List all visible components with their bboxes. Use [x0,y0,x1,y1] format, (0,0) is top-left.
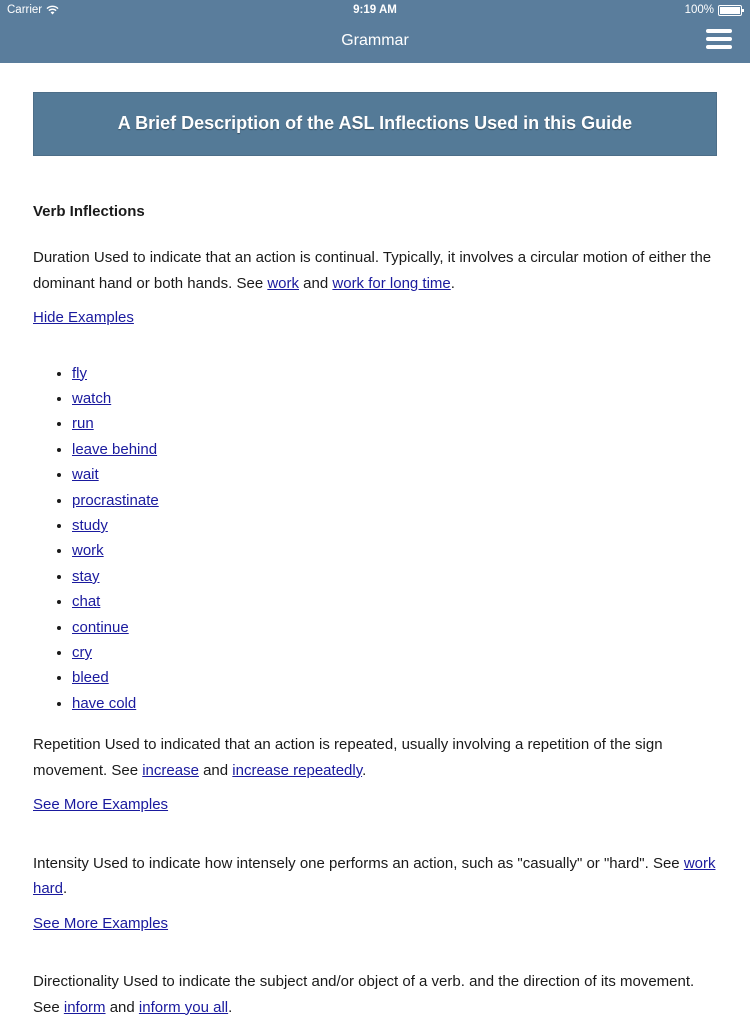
example-link[interactable]: run [72,415,94,433]
repetition-end: . [362,761,367,779]
duration-end: . [450,274,455,292]
example-link[interactable]: wait [72,466,99,484]
hamburger-menu-icon[interactable] [706,29,732,51]
list-item [72,640,717,665]
list-item [72,615,717,640]
example-link[interactable]: work [72,542,104,560]
repetition-join: and [198,761,233,779]
example-link[interactable]: bleed [72,669,109,687]
example-link[interactable]: chat [72,593,101,611]
link-increase[interactable]: increase [142,761,199,779]
repetition-text: Repetition Used to indicated that an action is repeated, usually involving a repetition of the sign movement. See [33,736,663,779]
page-title: Grammar [341,32,409,49]
list-item [72,665,717,690]
battery-icon [718,5,742,16]
list-item [72,691,717,716]
navigation-bar [0,0,750,63]
link-work[interactable]: work [267,274,300,292]
directionality-join: and [105,998,139,1016]
link-inform[interactable]: inform [63,998,106,1016]
intensity-text: Intensity Used to indicate how intensely one performs an action, such as "casually" or "hard". See [33,854,684,872]
list-item [72,513,717,538]
main-content [33,63,717,1020]
repetition-see-more-link[interactable]: See More Examples [33,796,169,814]
link-work-hard[interactable]: work hard [33,854,716,898]
directionality-text: Directionality Used to indicate the subject and/or object of a verb. and the direction of its movement. See [33,973,695,1016]
duration-join: and [299,274,333,292]
duration-examples-list [33,361,717,717]
list-item [72,538,717,563]
status-bar [0,0,750,22]
link-inform-you-all[interactable]: inform you all [138,998,229,1016]
intensity-paragraph [33,851,717,902]
duration-text: Duration Used to indicate that an action is continual. Typically, it involves a circular motion of either the dominant hand or both hands. See [33,249,712,292]
example-link[interactable]: procrastinate [72,491,159,509]
list-item [72,564,717,589]
list-item [72,361,717,386]
verb-inflections-heading: Verb Inflections [33,203,145,220]
intensity-see-more-link[interactable]: See More Examples [33,914,169,932]
example-link[interactable]: stay [72,567,100,585]
list-item [72,411,717,436]
duration-paragraph [33,245,717,296]
repetition-paragraph [33,732,717,783]
status-time: 9:19 AM [353,4,397,16]
intensity-end: . [63,880,68,898]
link-increase-repeatedly[interactable]: increase repeatedly [232,761,363,779]
example-link[interactable]: leave behind [72,440,158,458]
directionality-paragraph [33,969,717,1020]
banner-title: A Brief Description of the ASL Inflections Used in this Guide [117,113,633,134]
battery-percent: 100% [684,4,714,16]
carrier-label: Carrier [7,4,43,16]
example-link[interactable]: continue [72,618,129,636]
battery-indicator [685,4,742,16]
link-work-for-long-time[interactable]: work for long time [332,274,451,292]
hide-examples-link[interactable]: Hide Examples [33,309,134,326]
list-item [72,437,717,462]
example-link[interactable]: have cold [72,694,137,712]
example-link[interactable]: watch [72,389,112,407]
example-link[interactable]: study [72,516,108,534]
list-item [72,589,717,614]
list-item [72,462,717,487]
list-item [72,386,717,411]
example-link[interactable]: cry [72,643,92,661]
section-banner [33,92,717,156]
list-item [72,488,717,513]
directionality-end: . [228,998,233,1016]
example-link[interactable]: fly [72,364,87,382]
